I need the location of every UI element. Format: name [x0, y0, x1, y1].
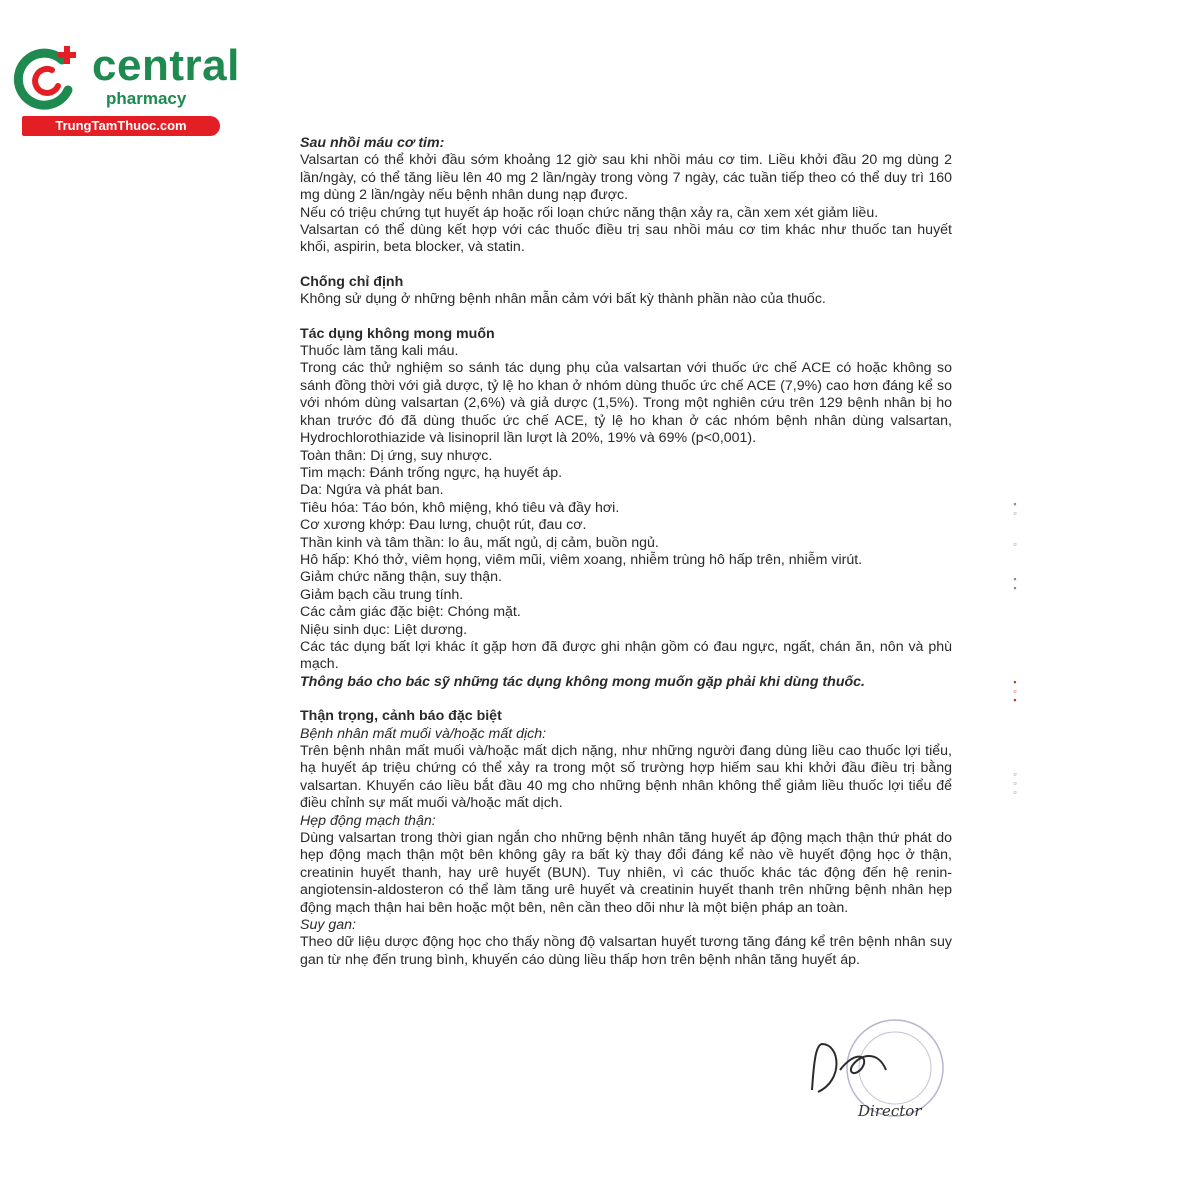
scan-mark: ▫ — [1013, 539, 1017, 549]
paragraph: Valsartan có thể khởi đầu sớm khoảng 12 giờ sau khi nhồi máu cơ tim. Liều khởi đầu 20 mg dùng 2 lần/ngày, có thể tăng liều lên 40 mg 2 lần/ngày trong vòng 7 ngày, các tuần tiếp theo có thể duy trì 160 mg dùng 2 lần/ngày nếu bệnh nhân dung nạp được. — [300, 152, 952, 204]
brand-logo — [10, 38, 240, 138]
subsection-title: Bệnh nhân mất muối và/hoặc mất dịch: — [300, 725, 547, 742]
list-item: Tiêu hóa: Táo bón, khô miệng, khó tiêu và đầy hơi. — [300, 499, 620, 516]
paragraph: Dùng valsartan trong thời gian ngắn cho những bệnh nhân tăng huyết áp động mạch thận thứ phát do hẹp động mạch thận một bên không gây ra bất kỳ thay đổi đáng kể nào về huyết động học ở thận, creatinin huyết thanh, hay urê huyết (BUN). Tuy nhiên, vì các thuốc khác tác động đến hệ renin-angiotensin-aldosteron có thể làm tăng urê huyết và creatinin huyết thanh trên những bệnh nhân hẹp động mạch thận hai bên hoặc một bên, nên cần theo dõi như là một biện pháp an toàn. — [300, 830, 952, 916]
section-title: Sau nhồi máu cơ tim: — [300, 135, 445, 151]
list-item: Toàn thân: Dị ứng, suy nhược. — [300, 447, 493, 464]
scan-mark: ▪ ▫ ▪ — [1013, 677, 1017, 705]
doctor-notice: Thông báo cho bác sỹ những tác dụng không mong muốn gặp phải khi dùng thuốc. — [300, 673, 865, 690]
paragraph: Nếu có triệu chứng tụt huyết áp hoặc rối loạn chức năng thận xảy ra, cần xem xét giảm liều. — [300, 204, 879, 221]
brand-name: central — [92, 41, 240, 90]
brand-site-badge: TrungTamThuoc.com — [22, 116, 220, 136]
central-pharmacy-logo-icon — [10, 38, 90, 118]
list-item: Cơ xương khớp: Đau lưng, chuột rút, đau cơ. — [300, 517, 587, 534]
scan-mark: ▪ ▫ — [1013, 499, 1017, 518]
list-item: Thần kinh và tâm thần: lo âu, mất ngủ, dị cảm, buồn ngủ. — [300, 534, 659, 551]
signature-role: Director — [858, 1102, 922, 1120]
subsection-title: Hẹp động mạch thận: — [300, 812, 436, 829]
paragraph: Thuốc làm tăng kali máu. — [300, 343, 459, 360]
list-item: Tim mạch: Đánh trống ngực, hạ huyết áp. — [300, 464, 563, 481]
paragraph: Theo dữ liệu dược động học cho thấy nồng độ valsartan huyết tương tăng đáng kể trên bệnh nhân suy gan từ nhẹ đến trung bình, khuyến cáo dùng liều thấp hơn trên bệnh nhân tăng huyết áp. — [300, 934, 952, 968]
list-item: Giảm chức năng thận, suy thận. — [300, 569, 502, 586]
section-contraindications — [300, 274, 952, 309]
paragraph: Các tác dụng bất lợi khác ít gặp hơn đã được ghi nhận gồm có đau ngực, ngất, chán ăn, nôn và phù mạch. — [300, 638, 952, 673]
section-adverse-effects — [300, 326, 952, 692]
section-title: Chống chỉ định — [300, 273, 404, 290]
list-item: Các cảm giác đặc biệt: Chóng mặt. — [300, 604, 521, 621]
paragraph: Valsartan có thể dùng kết hợp với các thuốc điều trị sau nhồi máu cơ tim khác như thuốc tan huyết khối, aspirin, beta blocker, và statin. — [300, 222, 952, 256]
subsection-title: Suy gan: — [300, 917, 357, 934]
paragraph: Trên bệnh nhân mất muối và/hoặc mất dịch nặng, như những người đang dùng liều cao thuốc lợi tiểu, hạ huyết áp triệu chứng có thể xảy ra trong một số trường hợp hiếm sau khi khởi đầu điều trị bằng valsartan. Khuyến cáo liều bắt đầu 40 mg cho những bệnh nhân không thể giảm liều thuốc lợi tiểu để điều chỉnh sự mất muối và/hoặc mất dịch. — [300, 743, 952, 812]
brand-tagline: pharmacy — [106, 89, 187, 108]
list-item: Da: Ngứa và phát ban. — [300, 482, 444, 499]
section-title: Thận trọng, cảnh báo đặc biệt — [300, 708, 502, 725]
scan-mark: ▫ ▫ ▫ — [1013, 769, 1017, 797]
scan-mark: ▪ ▪ — [1013, 574, 1017, 593]
list-item: Giảm bạch cầu trung tính. — [300, 586, 464, 603]
section-post-mi — [300, 135, 952, 257]
paragraph: Trong các thử nghiệm so sánh tác dụng phụ của valsartan với thuốc ức chế ACE có hoặc không so sánh đồng thời với giả dược, tỷ lệ ho khan ở nhóm dùng thuốc ức chế ACE (7,9%) cao hơn đáng kể so với nhóm dùng valsartan (2,6%) và giả dược (1,5%). Trong một nghiên cứu trên 129 bệnh nhân bị ho khan trước đó đã dùng thuốc ức chế ACE, tỷ lệ ho khan ở các nhóm bệnh nhân dùng valsartan, Hydrochlorothiazide và lisinopril lần lượt là 20%, 19% và 69% (p<0,001). — [300, 360, 952, 447]
leaflet-content — [300, 135, 952, 969]
section-warnings — [300, 708, 952, 969]
list-item: Niệu sinh dục: Liệt dương. — [300, 621, 468, 638]
list-item: Hô hấp: Khó thở, viêm họng, viêm mũi, viêm xoang, nhiễm trùng hô hấp trên, nhiễm virút. — [300, 551, 863, 568]
paragraph: Không sử dụng ở những bệnh nhân mẫn cảm với bất kỳ thành phần nào của thuốc. — [300, 291, 826, 308]
section-title: Tác dụng không mong muốn — [300, 325, 495, 342]
